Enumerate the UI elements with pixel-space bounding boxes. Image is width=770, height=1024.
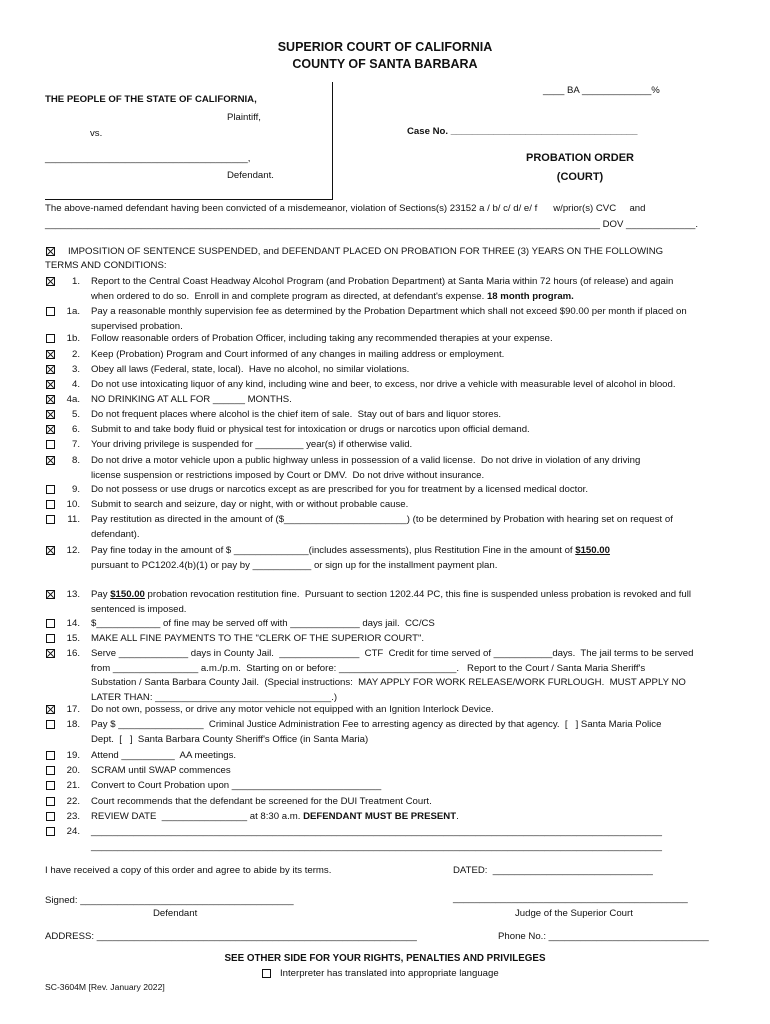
term-number: 23. bbox=[66, 811, 80, 822]
term-text: Pay restitution as directed in the amount of ($_______________________) (to be determined by Probation with hearing set on request of bbox=[91, 514, 673, 525]
term-checkbox[interactable] bbox=[46, 380, 55, 389]
term-checkbox[interactable] bbox=[46, 546, 55, 555]
term-checkbox[interactable] bbox=[46, 781, 55, 790]
term-text: Do not possess or use drugs or narcotics except as are prescribed for you for treatment by a licensed medical doctor. bbox=[91, 484, 588, 495]
people-label: THE PEOPLE OF THE STATE OF CALIFORNIA, bbox=[45, 94, 257, 105]
term-text: Do not use intoxicating liquor of any kind, including wine and beer, to excess, nor drive a vehicle with measurable level of alcohol in blood. bbox=[91, 379, 676, 390]
term-checkbox[interactable] bbox=[46, 634, 55, 643]
caption-divider-horizontal bbox=[45, 199, 333, 200]
term-text: Your driving privilege is suspended for _________ year(s) if otherwise valid. bbox=[91, 439, 413, 450]
term-text: NO DRINKING AT ALL FOR ______ MONTHS. bbox=[91, 394, 292, 405]
term-text: defendant). bbox=[91, 528, 140, 540]
term-number: 24. bbox=[66, 826, 80, 837]
term-number: 4. bbox=[71, 379, 80, 390]
term-tail: . bbox=[456, 811, 459, 822]
term-number: 9. bbox=[71, 484, 80, 495]
term-text: when ordered to do so. Enroll in and complete program as directed, at defendant's expense. 18 month program. bbox=[91, 290, 574, 302]
term-checkbox[interactable] bbox=[46, 797, 55, 806]
term-number: 18. bbox=[66, 719, 80, 730]
term-number: 6. bbox=[71, 424, 80, 435]
conviction-line-2[interactable]: ________________________________________________________________________________________________________ DOV _____________. bbox=[45, 219, 699, 230]
interpreter-checkbox[interactable] bbox=[262, 969, 271, 978]
term-number: 1a. bbox=[66, 306, 80, 317]
term-text: license suspension or restrictions imposed by Court or DMV. Do not drive without insurance. bbox=[91, 469, 485, 481]
term-checkbox[interactable] bbox=[46, 766, 55, 775]
term-text: ___________________________________________________________________________________________________________ bbox=[91, 840, 662, 852]
term-checkbox[interactable] bbox=[46, 395, 55, 404]
term-number: 12. bbox=[66, 545, 80, 556]
ba-field[interactable]: ____ BA _____________% bbox=[543, 85, 660, 96]
plaintiff-label: Plaintiff, bbox=[227, 112, 261, 123]
fine-amount: $150.00 bbox=[575, 545, 610, 556]
term-number: 10. bbox=[66, 499, 80, 510]
term-text: Do not own, possess, or drive any motor vehicle not equipped with an Ignition Interlock Device. bbox=[91, 704, 494, 715]
term-number: 13. bbox=[66, 589, 80, 600]
defendant-label: Defendant. bbox=[227, 170, 274, 181]
term-number: 11. bbox=[67, 514, 80, 525]
term-checkbox[interactable] bbox=[46, 410, 55, 419]
term-checkbox[interactable] bbox=[46, 350, 55, 359]
term-checkbox[interactable] bbox=[46, 827, 55, 836]
term-checkbox[interactable] bbox=[46, 277, 55, 286]
interpreter-label: Interpreter has translated into appropriate language bbox=[280, 968, 499, 979]
term-checkbox[interactable] bbox=[46, 812, 55, 821]
term-text: Attend __________ AA meetings. bbox=[91, 750, 237, 761]
imposition-text-1: IMPOSITION OF SENTENCE SUSPENDED, and DEFENDANT PLACED ON PROBATION FOR THREE (3) YEARS ON THE FOLLOWING bbox=[68, 246, 664, 257]
address-field[interactable]: ADDRESS: ____________________________________________________________ bbox=[45, 931, 417, 942]
term-text: $____________ of fine may be served off with _____________ days jail. CC/CS bbox=[91, 618, 435, 629]
term-number: 21. bbox=[66, 780, 80, 791]
term-text: Dept. [ ] Santa Barbara County Sheriff's Office (in Santa Maria) bbox=[91, 733, 369, 745]
term-checkbox[interactable] bbox=[46, 500, 55, 509]
term-number: 19. bbox=[66, 750, 80, 761]
judge-signature-field[interactable]: ____________________________________________ bbox=[453, 893, 688, 904]
conviction-line-1: The above-named defendant having been convicted of a misdemeanor, violation of Sections(s) 23152 a / b/ c/ d/ e/ f w/prior(s) CVC and bbox=[45, 203, 646, 214]
term-number: 1b. bbox=[66, 333, 80, 344]
term-number: 8. bbox=[71, 455, 80, 466]
term-text: SCRAM until SWAP commences bbox=[91, 765, 231, 776]
term-text: REVIEW DATE ________________ at 8:30 a.m. DEFENDANT MUST BE PRESENT. bbox=[91, 811, 459, 822]
term-number: 17. bbox=[66, 704, 80, 715]
form-id: SC-3604M [Rev. January 2022] bbox=[45, 982, 165, 992]
term-text: Report to the Central Coast Headway Alcohol Program (and Probation Department) at Santa Maria within 72 hours (of release) and again bbox=[91, 276, 674, 287]
term-number: 3. bbox=[71, 364, 80, 375]
term-text: ___________________________________________________________________________________________________________ bbox=[91, 826, 662, 837]
term-checkbox[interactable] bbox=[46, 619, 55, 628]
term-text-continued: probation revocation restitution fine. Pursuant to section 1202.44 PC, this fine is suspended unless probation is revoked and full bbox=[144, 589, 691, 600]
term-text: Court recommends that the defendant be screened for the DUI Treatment Court. bbox=[91, 796, 432, 807]
term-checkbox[interactable] bbox=[46, 485, 55, 494]
defendant-signature-label: Defendant bbox=[153, 908, 198, 919]
term-text: LATER THAN: _________________________________.) bbox=[91, 691, 338, 703]
term-text: Pay a reasonable monthly supervision fee as determined by the Probation Department which shall not exceed $90.00 per month if placed on bbox=[91, 306, 687, 317]
term-number: 16. bbox=[66, 648, 80, 659]
term-number: 1. bbox=[71, 276, 80, 287]
term-text: Keep (Probation) Program and Court informed of any changes in mailing address or employment. bbox=[91, 349, 505, 360]
defendant-signature-field[interactable]: Signed: ________________________________________ bbox=[45, 895, 294, 906]
defendant-name-field[interactable]: ______________________________________, bbox=[45, 153, 251, 164]
term-number: 5. bbox=[71, 409, 80, 420]
term-checkbox[interactable] bbox=[46, 705, 55, 714]
term-checkbox[interactable] bbox=[46, 720, 55, 729]
term-emphasis: 18 month program. bbox=[484, 290, 574, 302]
term-checkbox[interactable] bbox=[46, 751, 55, 760]
term-checkbox[interactable] bbox=[46, 515, 55, 524]
term-checkbox[interactable] bbox=[46, 590, 55, 599]
term-checkbox[interactable] bbox=[46, 334, 55, 343]
term-number: 22. bbox=[66, 796, 80, 807]
term-text: supervised probation. bbox=[91, 320, 183, 332]
term-text: Submit to search and seizure, day or night, with or without probable cause. bbox=[91, 499, 409, 510]
order-subtitle: (COURT) bbox=[556, 171, 604, 183]
county-title: COUNTY OF SANTA BARBARA bbox=[292, 57, 478, 71]
dated-field[interactable]: DATED: ______________________________ bbox=[453, 865, 653, 876]
fine-amount: $150.00 bbox=[110, 589, 145, 600]
term-text: Pay $150.00 probation revocation restitution fine. Pursuant to section 1202.44 PC, this fine is suspended unless probation is revoked and full bbox=[91, 589, 691, 600]
vs-label: vs. bbox=[90, 128, 103, 139]
case-number-field[interactable]: Case No. ___________________________________ bbox=[407, 126, 638, 137]
term-text: MAKE ALL FINE PAYMENTS TO THE "CLERK OF THE SUPERIOR COURT". bbox=[91, 633, 425, 644]
term-number: 15. bbox=[66, 633, 80, 644]
term-number: 4a. bbox=[66, 394, 80, 405]
court-title: SUPERIOR COURT OF CALIFORNIA bbox=[277, 40, 493, 54]
order-title: PROBATION ORDER bbox=[526, 152, 634, 164]
term-number: 7. bbox=[71, 439, 80, 450]
term-checkbox[interactable] bbox=[46, 365, 55, 374]
term-text: Do not frequent places where alcohol is the chief item of sale. Stay out of bars and liquor stores. bbox=[91, 409, 502, 420]
term-number: 14. bbox=[66, 618, 80, 629]
term-text: from ________________ a.m./p.m. Starting on or before: ______________________. Report to the Court / Santa Maria Sheriff's bbox=[91, 662, 646, 674]
term-checkbox[interactable] bbox=[46, 425, 55, 434]
caption-divider-vertical bbox=[332, 82, 333, 200]
imposition-text-2: TERMS AND CONDITIONS: bbox=[45, 260, 167, 271]
term-text: sentenced is imposed. bbox=[91, 603, 187, 615]
phone-field[interactable]: Phone No.: ______________________________ bbox=[498, 931, 709, 942]
term-number: 2. bbox=[71, 349, 80, 360]
term-text: Follow reasonable orders of Probation Officer, including taking any recommended therapies at your expense. bbox=[91, 333, 553, 344]
term-text: Pay $ ________________ Criminal Justice Administration Fee to arresting agency as directed by that agency. [ ] Santa Maria Police bbox=[91, 719, 662, 730]
term-text: Submit to and take body fluid or physical test for intoxication or drugs or narcotics upon official demand. bbox=[91, 424, 530, 435]
term-text: Convert to Court Probation upon ____________________________ bbox=[91, 780, 382, 791]
term-checkbox[interactable] bbox=[46, 440, 55, 449]
term-text: Do not drive a motor vehicle upon a public highway unless in possession of a valid license. Do not drive in violation of any driving bbox=[91, 455, 641, 466]
received-statement: I have received a copy of this order and agree to abide by its terms. bbox=[45, 865, 332, 876]
term-text: pursuant to PC1202.4(b)(1) or pay by ___________ or sign up for the installment payment plan. bbox=[91, 559, 498, 571]
term-checkbox[interactable] bbox=[46, 649, 55, 658]
term-number: 20. bbox=[66, 765, 80, 776]
term-checkbox[interactable] bbox=[46, 307, 55, 316]
rights-notice: SEE OTHER SIDE FOR YOUR RIGHTS, PENALTIES AND PRIVILEGES bbox=[224, 953, 546, 964]
term-checkbox[interactable] bbox=[46, 456, 55, 465]
term-text: Substation / Santa Barbara County Jail. (Special instructions: MAY APPLY FOR WORK RELEASE/WORK FURLOUGH. MUST APPLY NO bbox=[91, 677, 686, 688]
term-text: Pay fine today in the amount of $ ______________(includes assessments), plus Restitution Fine in the amount of $150.00 bbox=[91, 545, 610, 556]
term-text: Obey all laws (Federal, state, local). Have no alcohol, no similar violations. bbox=[91, 364, 410, 375]
term-emphasis: DEFENDANT MUST BE PRESENT bbox=[303, 811, 457, 822]
imposition-checkbox[interactable] bbox=[46, 247, 55, 256]
judge-signature-label: Judge of the Superior Court bbox=[515, 908, 633, 919]
term-text: Serve _____________ days in County Jail. _______________ CTF Credit for time served of ___________days. The jail terms to be served bbox=[91, 648, 694, 659]
